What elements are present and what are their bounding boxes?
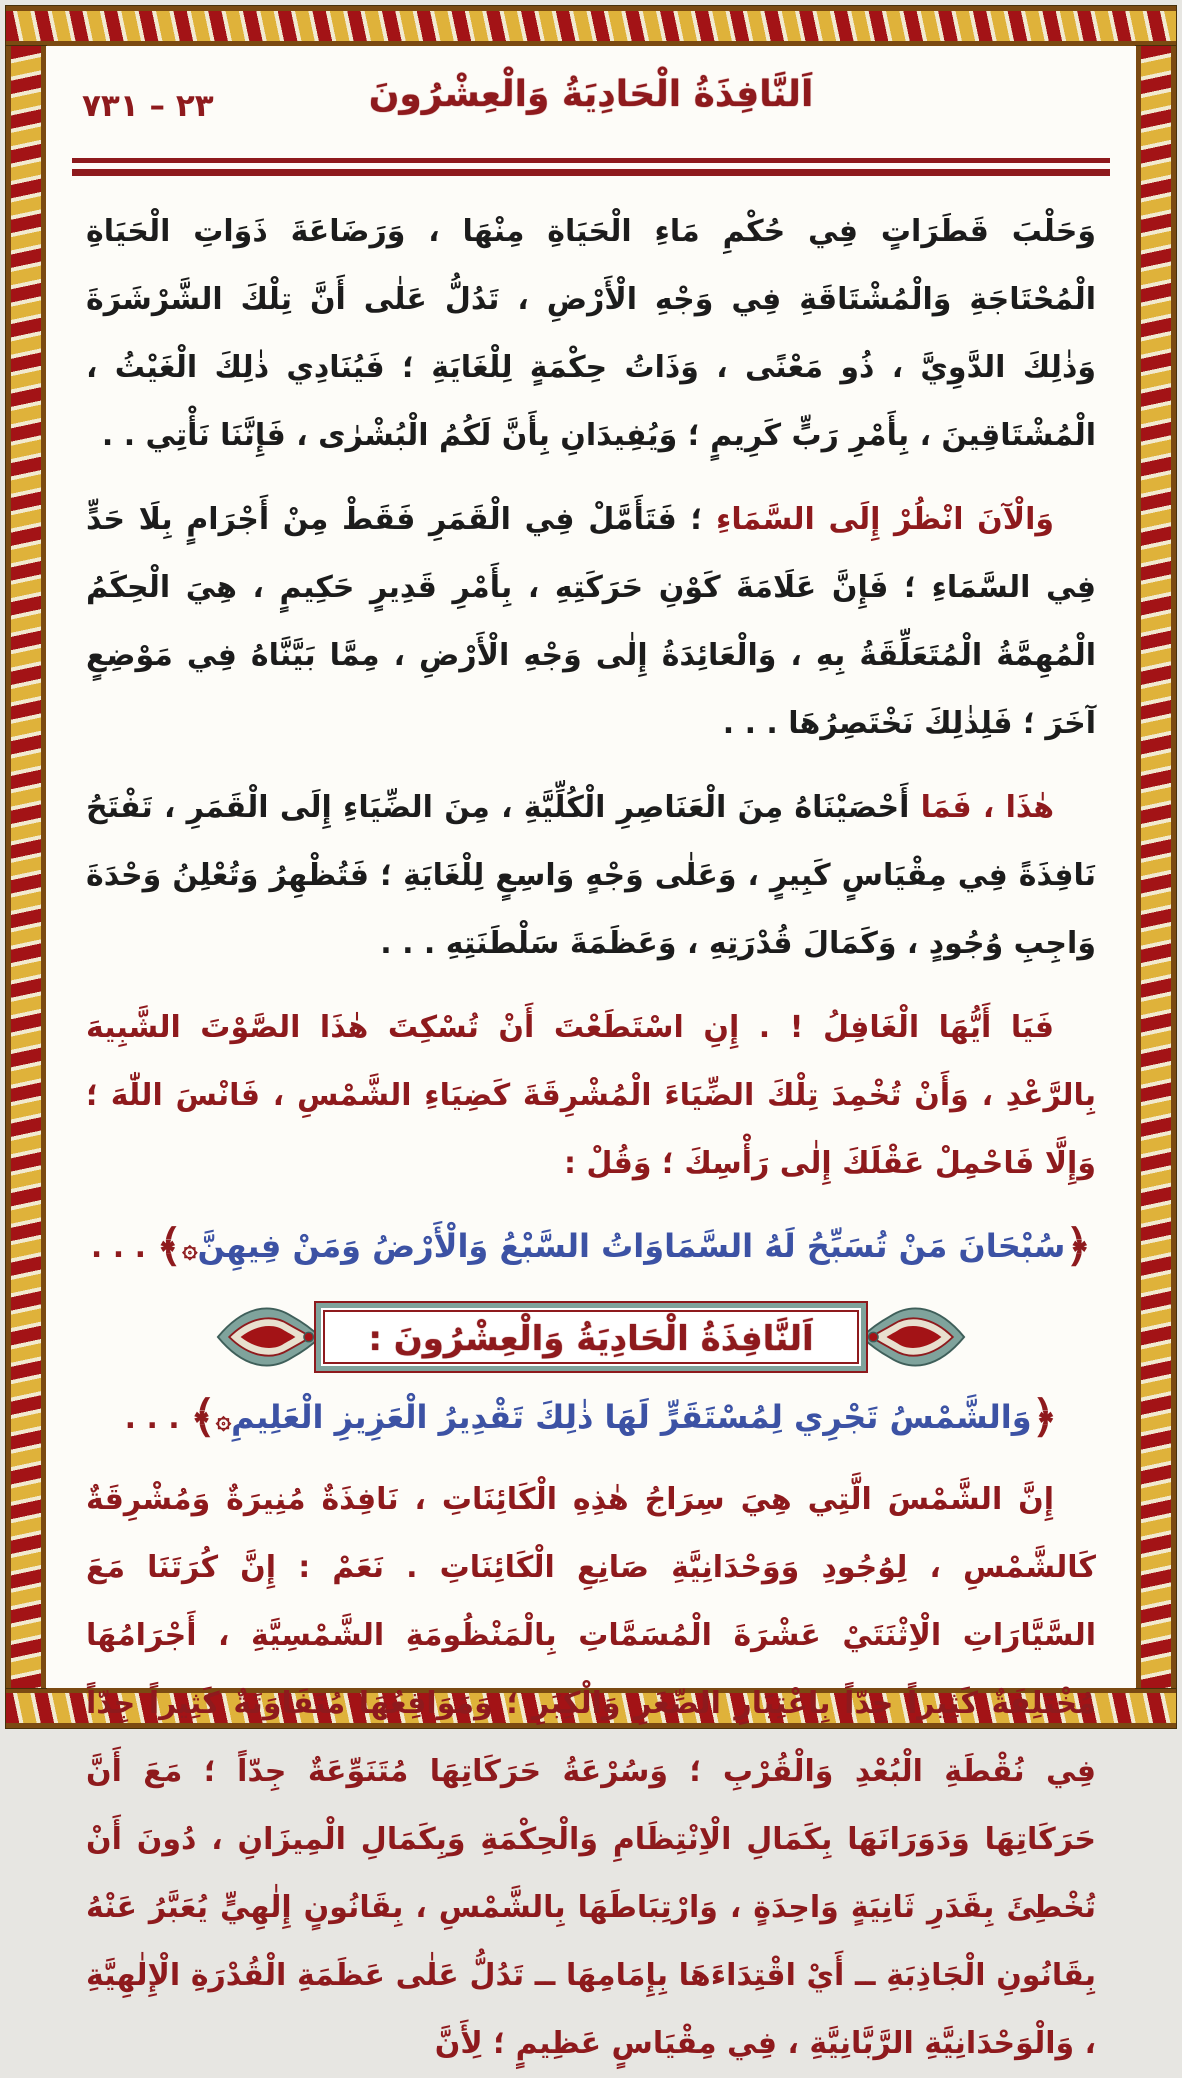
page-body — [46, 46, 1136, 2061]
paragraph-5-text: إِنَّ الشَّمْسَ الَّتِي هِيَ سِرَاجُ هٰذِهِ الْكَائِنَاتِ ، نَافِذَةٌ مُنِيرَةٌ وَمُشْرِقَةٌ كَالشَّمْسِ ، لِوُجُودِ وَوَحْدَانِيَّةِ صَانِعِ الْكَائِنَاتِ . نَعَمْ : إِنَّ كُرَتَنَا مَعَ السَّيَّارَاتِ الْاِثْنَتَيْ عَشْرَةَ الْمُسَمَّاتِ بِالْمَنْظُومَةِ الشَّمْسِيَّةِ ، أَجْرَامُهَا مُخْتَلِفَةٌ كَثِيراً جِدّاً بِاعْتِبَارِ الصِّغَرِ وَالْكِبَرِ ؛ وَمَوَاقِعُهَا مُتَفَاوَتَةٌ كَثِيراً جِدّاً فِي نُقْطَةِ الْبُعْدِ وَالْقُرْبِ ؛ وَسُرْعَةُ حَرَكَاتِهَا مُتَنَوِّعَةٌ جِدّاً ؛ مَعَ أَنَّ حَرَكَاتِهَا وَدَوَرَانَهَا بِكَمَالِ الْاِنْتِظَامِ وَالْحِكْمَةِ وَبِكَمَالِ الْمِيزَانِ ، دُونَ أَنْ تُخْطِئَ بِقَدَرِ ثَانِيَةٍ وَاحِدَةٍ ، وَارْتِبَاطَهَا بِالشَّمْسِ ، بِقَانُونٍ إِلٰهِيٍّ يُعَبَّرُ عَنْهُ بِقَانُونِ الْجَاذِبَةِ ــ أَيْ اقْتِدَاءَهَا بِإِمَامِهَا ــ تَدُلُّ عَلٰى عَظَمَةِ الْقُدْرَةِ الْإِلٰهِيَّةِ ، وَالْوَحْدَانِيَّةِ الرَّبَّانِيَّةِ ، فِي مِقْيَاسٍ عَظِيمٍ ؛ لِأَنَّ — [86, 1482, 1096, 2061]
rosette-icon: ۞ — [215, 1405, 232, 1435]
border-right-chain — [1136, 46, 1176, 1688]
ornate-close-bracket-icon: ﴾ — [190, 1392, 216, 1443]
border-left-chain — [6, 46, 46, 1688]
verse-2-dots: . . . — [124, 1401, 191, 1436]
border-top-chain — [6, 6, 1176, 46]
rosette-icon: ۞ — [182, 1234, 198, 1264]
paragraph-2-lead: وَالْآنَ انْظُرْ إِلَى السَّمَاءِ — [716, 502, 1054, 537]
verse-2-text: وَالشَّمْسُ تَجْرِي لِمُسْتَقَرٍّ لَهَا ذٰلِكَ تَقْدِيرُ الْعَزِيزِ الْعَلِيمِ — [231, 1398, 1032, 1436]
paragraph-5 — [86, 1466, 1096, 2078]
quran-verse-1 — [86, 1214, 1096, 1281]
ornate-open-bracket-icon: ﴿ — [1065, 1221, 1092, 1272]
verse-1-dots: . . . — [90, 1230, 157, 1265]
page-title: اَلنَّافِذَةُ الْحَادِيَةُ وَالْعِشْرُونَ — [368, 74, 814, 115]
floral-ornament-icon — [862, 1299, 966, 1375]
paragraph-1-text: وَحَلْبَ قَطَرَاتٍ فِي حُكْمِ مَاءِ الْحَيَاةِ مِنْهَا ، وَرَضَاعَةَ ذَوَاتِ الْحَيَاةِ الْمُحْتَاجَةِ وَالْمُشْتَاقَةِ فِي وَجْهِ الْأَرْضِ ، تَدُلُّ عَلٰى أَنَّ تِلْكَ الشَّرْشَرَةَ وَذٰلِكَ الدَّوِيَّ ، ذُو مَعْنًى ، وَذَاتُ حِكْمَةٍ لِلْغَايَةِ ؛ فَيُنَادِي ذٰلِكَ الْغَيْثُ ، الْمُشْتَاقِينَ ، بِأَمْرِ رَبٍّ كَرِيمٍ ؛ وَيُفِيدَانِ بِأَنَّ لَكُمُ الْبُشْرٰى ، فَإِنَّنَا نَأْتِي . . — [86, 214, 1096, 453]
paragraph-2 — [86, 486, 1096, 758]
floral-ornament-icon — [216, 1299, 320, 1375]
paragraph-3 — [86, 774, 1096, 978]
paragraph-3-text: أَحْصَيْنَاهُ مِنَ الْعَنَاصِرِ الْكُلِّيَّةِ ، مِنَ الضِّيَاءِ إِلَى الْقَمَرِ ، تَفْتَحُ نَافِذَةً فِي مِقْيَاسٍ كَبِيرٍ ، وَعَلٰى وَجْهٍ وَاسِعٍ لِلْغَايَةِ ؛ فَتُظْهِرُ وَتُعْلِنُ وَحْدَةَ وَاجِبِ وُجُودٍ ، وَكَمَالَ قُدْرَتِهِ ، وَعَظَمَةَ سَلْطَنَتِهِ . . . — [86, 790, 1096, 961]
ornate-open-bracket-icon: ﴿ — [1031, 1392, 1058, 1443]
paragraph-3-lead: هٰذَا ، فَمَا — [920, 790, 1055, 825]
section-title-banner — [86, 1299, 1096, 1375]
verse-1-text: سُبْحَانَ مَنْ تُسَبِّحُ لَهُ السَّمَاوَاتُ السَّبْعُ وَالْأَرْضُ وَمَنْ فِيهِنَّ — [197, 1227, 1066, 1265]
paragraph-2-text: ؛ فَتَأَمَّلْ فِي الْقَمَرِ فَقَطْ مِنْ أَجْرَامٍ بِلَا حَدٍّ فِي السَّمَاءِ ؛ فَإِنَّ عَلَامَةَ كَوْنِ حَرَكَتِهِ ، بِأَمْرِ قَدِيرٍ حَكِيمٍ ، هِيَ الْحِكَمُ الْمُهِمَّةُ الْمُتَعَلِّقَةُ بِهِ ، وَالْعَائِدَةُ إِلٰى وَجْهِ الْأَرْضِ ، مِمَّا بَيَّنَّاهُ فِي مَوْضِعٍ آخَرَ ؛ فَلِذٰلِكَ نَخْتَصِرُهَا . . . — [86, 502, 1096, 741]
section-title: اَلنَّافِذَةُ الْحَادِيَةُ وَالْعِشْرُونَ : — [368, 1319, 814, 1359]
paragraph-4-text: فَيَا أَيُّهَا الْغَافِلُ ! . إِنِ اسْتَطَعْتَ أَنْ تُسْكِتَ هٰذَا الصَّوْتَ الشَّبِيهَ بِالرَّعْدِ ، وَأَنْ تُخْمِدَ تِلْكَ الضِّيَاءَ الْمُشْرِقَةَ كَضِيَاءِ الشَّمْسِ ، فَانْسَ اللّٰهَ ؛ وَإِلَّا فَاحْمِلْ عَقْلَكَ إِلٰى رَأْسِكَ ؛ وَقُلْ : — [86, 1010, 1096, 1181]
section-title-box — [314, 1301, 867, 1373]
paragraph-1 — [86, 198, 1096, 470]
header-divider — [72, 158, 1110, 176]
quran-verse-2 — [86, 1385, 1096, 1452]
page-header — [68, 74, 1114, 152]
page-number: ٢٣ – ٧٣١ — [82, 88, 214, 124]
main-text — [86, 198, 1096, 2078]
ornate-close-bracket-icon: ﴾ — [156, 1221, 183, 1272]
paragraph-4 — [86, 994, 1096, 1198]
